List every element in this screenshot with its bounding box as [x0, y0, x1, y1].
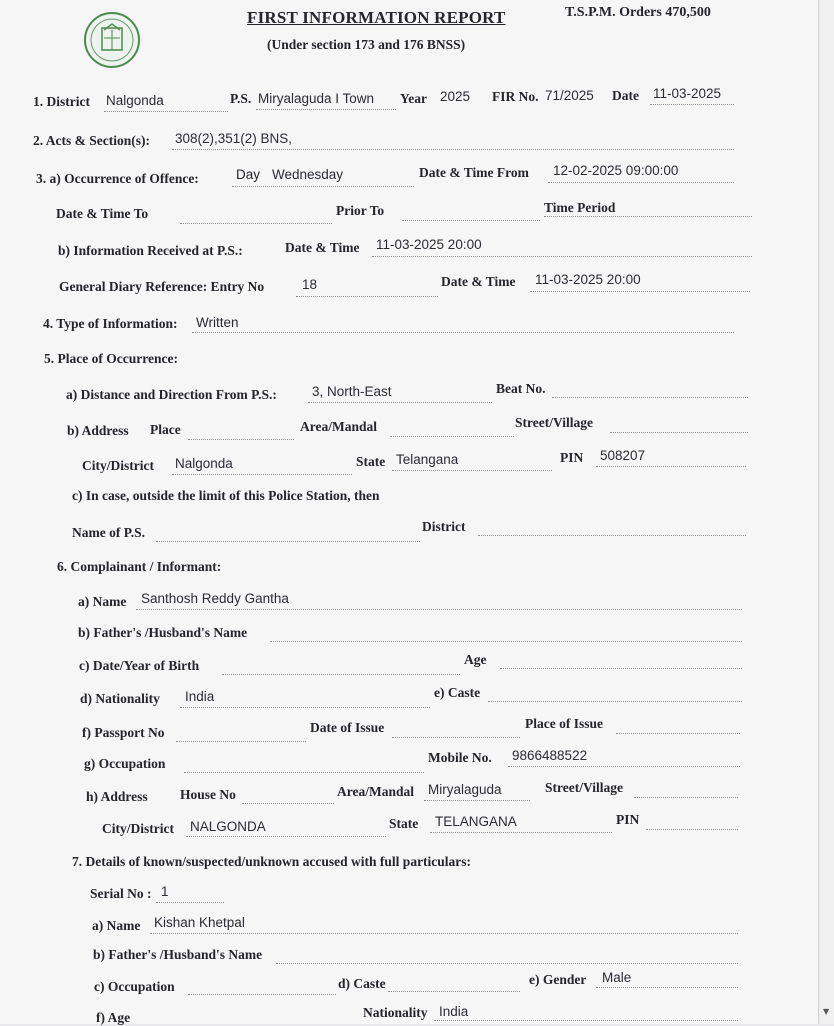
- other-district-line: [478, 535, 746, 536]
- prior-label: Prior To: [336, 203, 385, 218]
- accused-name-label: a) Name: [92, 918, 141, 933]
- accused-label: 7. Details of known/suspected/unknown accused with full particulars:: [72, 854, 472, 869]
- complainant-caste-label: e) Caste: [434, 685, 481, 700]
- complainant-father-line: [270, 641, 742, 642]
- passport-label: f) Passport No: [82, 725, 165, 740]
- distance-value: 3, North-East: [312, 384, 392, 399]
- other-ps-label: Name of P.S.: [72, 525, 145, 540]
- accused-gender-label: e) Gender: [529, 972, 587, 987]
- city-line: [172, 474, 352, 475]
- complainant-city-label: City/District: [102, 821, 174, 836]
- accused-occupation-label: c) Occupation: [94, 979, 175, 994]
- to-line: [180, 223, 332, 224]
- pin-value: 508207: [600, 448, 646, 463]
- other-district-label: District: [422, 519, 466, 534]
- info-received-label: b) Information Received at P.S.:: [58, 243, 243, 258]
- orders-reference: T.S.P.M. Orders 470,500: [565, 5, 711, 20]
- complainant-age-label: Age: [464, 652, 487, 667]
- place-sub-label: Place: [150, 422, 181, 437]
- accused-name-line: [150, 933, 738, 934]
- accused-gender-value: Male: [602, 970, 632, 985]
- from-line: [548, 182, 734, 183]
- accused-age-label: f) Age: [96, 1010, 131, 1025]
- outside-limit-label: c) In case, outside the limit of this Police Station, then: [72, 488, 380, 503]
- complainant-area-label: Area/Mandal: [337, 784, 414, 799]
- complainant-nationality-line: [180, 707, 430, 708]
- from-value: 12-02-2025 09:00:00: [553, 163, 679, 178]
- area-line: [390, 436, 514, 437]
- city-value: Nalgonda: [175, 456, 233, 471]
- mobile-value: 9866488522: [512, 748, 588, 763]
- prior-line: [402, 220, 540, 221]
- complainant-state-line: [430, 832, 612, 833]
- district-line: [104, 111, 228, 112]
- beat-label: Beat No.: [496, 381, 546, 396]
- district-value: Nalgonda: [106, 93, 164, 108]
- complainant-street-line: [634, 797, 738, 798]
- accused-caste-line: [388, 991, 520, 992]
- gd-dt-value: 11-03-2025 20:00: [535, 272, 641, 287]
- fir-label: FIR No.: [492, 89, 539, 104]
- complainant-nationality-label: d) Nationality: [80, 691, 160, 706]
- pin-label: PIN: [560, 450, 584, 465]
- place-line: [188, 439, 294, 440]
- serial-line: [156, 902, 224, 903]
- day-label: Day: [236, 167, 261, 182]
- to-label: Date & Time To: [56, 206, 149, 221]
- street-line: [610, 432, 748, 433]
- city-label: City/District: [82, 458, 154, 473]
- complainant-occupation-line: [184, 772, 424, 773]
- complainant-pin-line: [646, 829, 738, 830]
- mobile-label: Mobile No.: [428, 750, 492, 765]
- issue-place-line: [616, 733, 740, 734]
- complainant-address-label: h) Address: [86, 789, 148, 804]
- accused-nationality-line: [434, 1020, 738, 1021]
- complainant-name-value: Santhosh Reddy Gantha: [141, 591, 289, 606]
- complainant-name-line: [136, 609, 742, 610]
- complainant-caste-line: [488, 701, 742, 702]
- info-dt-line: [372, 256, 752, 257]
- accused-father-label: b) Father's /Husband's Name: [93, 947, 263, 962]
- address-label: b) Address: [67, 423, 129, 438]
- accused-nationality-value: India: [439, 1004, 469, 1019]
- scroll-down-arrow-icon[interactable]: ▼: [823, 1007, 830, 1016]
- issue-place-label: Place of Issue: [525, 716, 603, 731]
- accused-gender-line: [596, 987, 738, 988]
- issue-date-label: Date of Issue: [310, 720, 385, 735]
- gd-dt-label: Date & Time: [441, 274, 516, 289]
- report-subtitle: (Under section 173 and 176 BNSS): [267, 37, 466, 52]
- period-label: Time Period: [544, 200, 616, 215]
- day-line: [232, 186, 414, 187]
- complainant-city-value: NALGONDA: [190, 819, 266, 834]
- complainant-area-line: [424, 800, 530, 801]
- complainant-pin-label: PIN: [616, 812, 640, 827]
- gd-entry-line: [296, 296, 438, 297]
- complainant-dob-label: c) Date/Year of Birth: [79, 658, 200, 673]
- complainant-city-line: [186, 836, 386, 837]
- complainant-state-label: State: [389, 816, 419, 831]
- distance-label: a) Distance and Direction From P.S.:: [66, 387, 277, 402]
- complainant-occupation-label: g) Occupation: [84, 756, 166, 771]
- report-title: FIRST INFORMATION REPORT: [247, 8, 506, 27]
- street-label: Street/Village: [515, 415, 593, 430]
- ps-value: Miryalaguda I Town: [258, 91, 375, 106]
- ps-label: P.S.: [230, 91, 252, 106]
- info-type-line: [192, 332, 734, 333]
- area-label: Area/Mandal: [300, 419, 377, 434]
- other-ps-line: [156, 541, 420, 542]
- complainant-area-value: Miryalaguda: [428, 782, 502, 797]
- fir-value: 71/2025: [545, 88, 594, 103]
- date-value: 11-03-2025: [653, 86, 722, 101]
- complainant-age-line: [500, 668, 742, 669]
- date-line: [650, 104, 734, 105]
- date-label: Date: [612, 88, 639, 103]
- complainant-name-label: a) Name: [78, 594, 127, 609]
- accused-caste-label: d) Caste: [338, 976, 386, 991]
- place-label: 5. Place of Occurrence:: [44, 351, 178, 366]
- info-dt-label: Date & Time: [285, 240, 360, 255]
- accused-nationality-label: Nationality: [363, 1005, 428, 1020]
- complainant-state-value: TELANGANA: [435, 814, 517, 829]
- beat-line: [552, 397, 748, 398]
- state-label: State: [356, 454, 386, 469]
- info-type-value: Written: [196, 315, 239, 330]
- complainant-street-label: Street/Village: [545, 780, 623, 795]
- from-label: Date & Time From: [419, 165, 529, 180]
- telangana-police-seal-icon: [82, 8, 142, 74]
- accused-occupation-line: [188, 994, 336, 995]
- acts-value: 308(2),351(2) BNS,: [175, 131, 293, 146]
- house-label: House No: [180, 787, 236, 802]
- accused-name-value: Kishan Khetpal: [154, 915, 245, 930]
- complainant-dob-line: [222, 674, 460, 675]
- accused-father-line: [276, 963, 738, 964]
- complainant-father-label: b) Father's /Husband's Name: [78, 625, 248, 640]
- gd-entry-value: 18: [302, 277, 318, 292]
- vertical-scrollbar[interactable]: [818, 0, 834, 1024]
- district-label: 1. District: [33, 94, 90, 109]
- year-value: 2025: [440, 89, 471, 104]
- issue-date-line: [392, 737, 520, 738]
- serial-value: 1: [161, 884, 169, 899]
- state-line: [392, 470, 552, 471]
- ps-line: [256, 109, 396, 110]
- day-value: Wednesday: [272, 167, 344, 182]
- acts-label: 2. Acts & Section(s):: [33, 133, 150, 148]
- serial-label: Serial No :: [90, 886, 152, 901]
- period-line: [544, 216, 752, 217]
- info-dt-value: 11-03-2025 20:00: [376, 237, 482, 252]
- year-label: Year: [400, 91, 427, 106]
- house-line: [242, 803, 334, 804]
- distance-line: [308, 402, 492, 403]
- acts-line: [172, 149, 734, 150]
- gd-label: General Diary Reference: Entry No: [59, 279, 265, 294]
- occurrence-label: 3. a) Occurrence of Offence:: [36, 171, 199, 186]
- info-type-label: 4. Type of Information:: [43, 316, 178, 331]
- complainant-label: 6. Complainant / Informant:: [57, 559, 222, 574]
- complainant-nationality-value: India: [185, 689, 215, 704]
- mobile-line: [508, 766, 740, 767]
- gd-dt-line: [530, 291, 750, 292]
- state-value: Telangana: [396, 452, 459, 467]
- passport-line: [176, 741, 306, 742]
- pin-line: [596, 466, 746, 467]
